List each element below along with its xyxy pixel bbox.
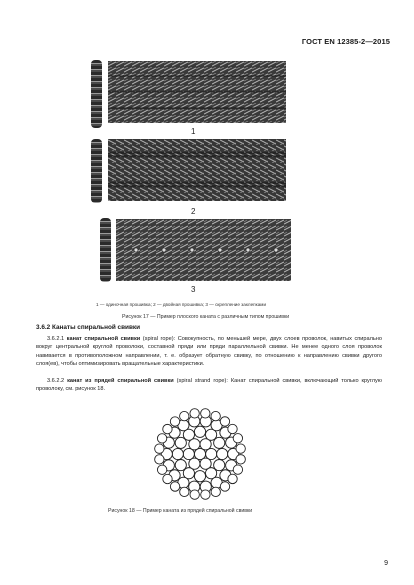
- wire: [155, 444, 164, 453]
- rope-label-2: 2: [191, 207, 196, 216]
- rope-edge-view-1: [91, 60, 102, 128]
- rope-label-1: 1: [191, 127, 196, 136]
- definition-3-6-2-2: [36, 377, 382, 394]
- rope-edge-view-3: [100, 218, 111, 282]
- wire: [180, 487, 189, 496]
- wire: [190, 409, 199, 418]
- wire: [228, 424, 237, 433]
- section-heading: 3.6.2 Канаты спиральной свивки: [36, 324, 141, 331]
- definition-text: : Совокупность, по меньшей мере, двух слоев проволок, навитых спирально вокруг центральной круглой проволоки, составной пряди или пряди параллельной свивки. Не менее одного слоя проволок навивается в противоположном направлении, т. е. образует обратную свивку, по отношению к направлению свивки другого слоя(ев), чтобы оптимизировать вращательные характеристики.: [36, 336, 382, 368]
- wire: [163, 424, 172, 433]
- wire: [201, 490, 210, 499]
- wire: [170, 417, 179, 426]
- wire: [172, 448, 183, 459]
- wire: [236, 455, 245, 464]
- wire: [220, 417, 229, 426]
- wire: [217, 448, 228, 459]
- wire: [190, 490, 199, 499]
- wire: [155, 455, 164, 464]
- clause-number: 3.6.2.1: [47, 336, 65, 342]
- figure-17-legend: 1 — одиночная прошивка; 2 — двойная прошивка; 3 — скрепление заклепками: [96, 302, 267, 307]
- wire: [157, 465, 166, 474]
- header-standard-number: ГОСТ EN 12385-2—2015: [301, 37, 390, 46]
- wire: [211, 411, 220, 420]
- term: канат спиральной свивки: [66, 336, 141, 342]
- figure-17-caption: Рисунок 17 — Пример плоского каната с различным типом прошивки: [122, 314, 290, 320]
- page-number: 9: [384, 560, 388, 567]
- wire: [194, 426, 205, 437]
- wire: [163, 474, 172, 483]
- rope-flat-image-3: [116, 219, 291, 281]
- spiral-strand-cross-section: [154, 408, 246, 500]
- rope-flat-image-2: [108, 139, 286, 201]
- wire: [170, 482, 179, 491]
- term: канат из прядей спиральной свивки: [67, 378, 174, 384]
- wire: [214, 437, 225, 448]
- rope-flat-image-1: [108, 61, 286, 123]
- term-english: (spiral strand rope): [176, 378, 227, 384]
- wire: [236, 444, 245, 453]
- wire: [220, 482, 229, 491]
- wire: [157, 434, 166, 443]
- wire: [233, 434, 242, 443]
- wire: [211, 487, 220, 496]
- wire: [175, 460, 186, 471]
- wire: [233, 465, 242, 474]
- wire: [201, 409, 210, 418]
- definition-text: : Канат спиральной свивки, включающий только круглую проволоку, см. рисунок 18.: [36, 378, 382, 393]
- rope-label-3: 3: [191, 285, 196, 294]
- wire: [194, 471, 205, 482]
- figure-18-caption: Рисунок 18 — Пример каната из прядей спиральной свивки: [108, 508, 253, 514]
- wire: [180, 411, 189, 420]
- definition-3-6-2-1: [36, 335, 382, 369]
- wire: [228, 474, 237, 483]
- clause-number: 3.6.2.2: [47, 378, 65, 384]
- term-english: (spiral rope): [142, 336, 174, 342]
- rope-edge-view-2: [91, 139, 102, 203]
